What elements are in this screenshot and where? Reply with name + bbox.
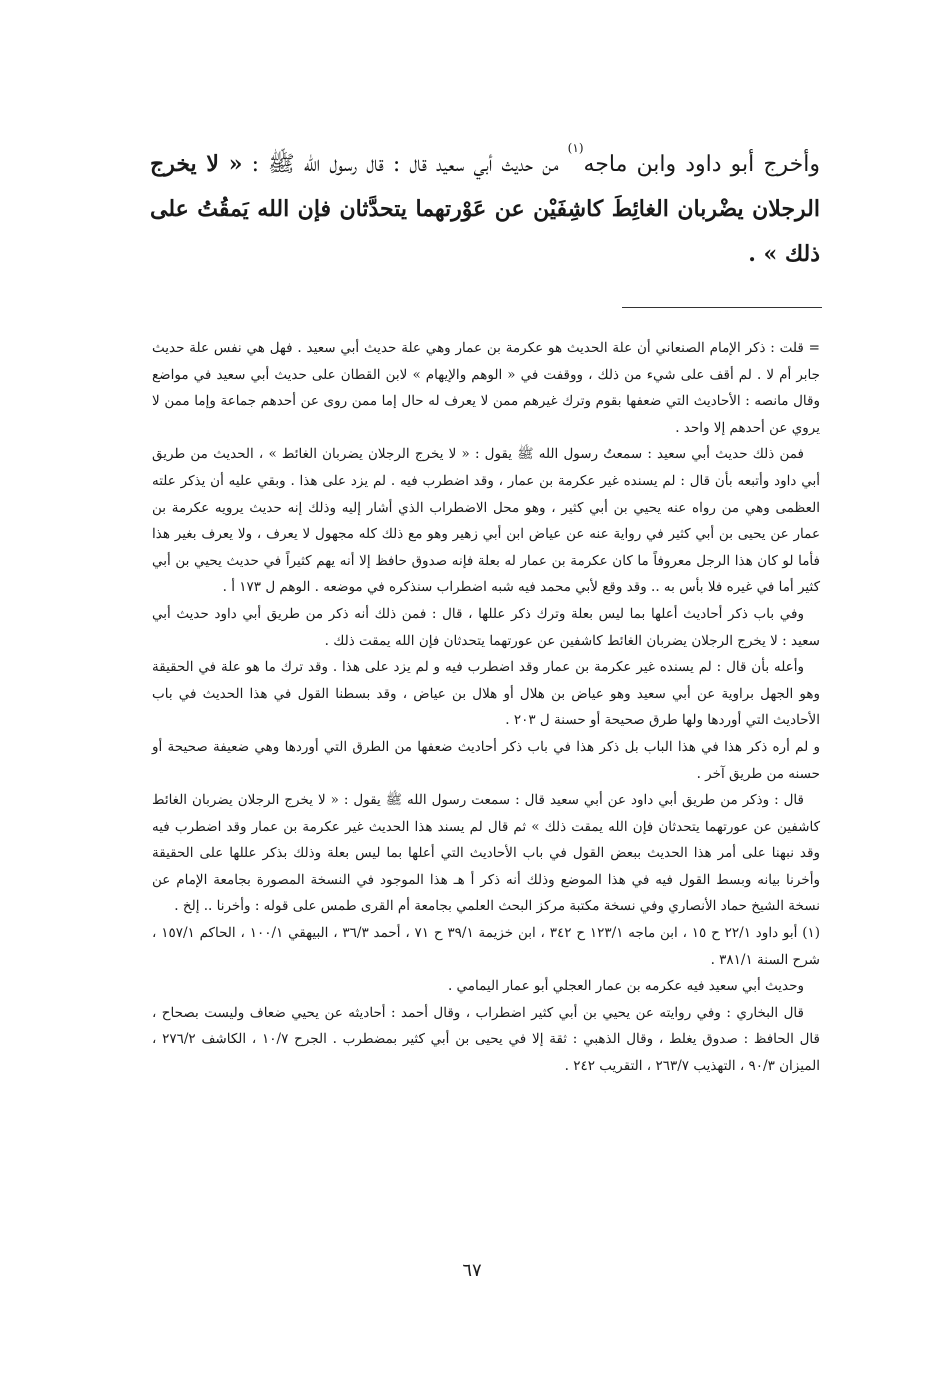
main-line-start: وأخرج أبو داود وابن ماجه bbox=[583, 152, 821, 177]
footnote-paragraph: = قلت : ذكر الإمام الصنعاني أن علة الحديث هو عكرمة بن عمار وهي علة حديث أبي سعيد . فهل هي نفس علة حديث جابر أم لا . لم أقف على شيء من ذلك ، ووقفت في « الوهم والإيهام » لابن القطان على حديث أبي سعيد في مواضع وقال مانصه : الأحاديث التي ضعفها بقوم وترك غيرهم ممن لا يعرف له حال إما ممن روى عن أحدهم جماعة وإما ممن لا يروي عن أحدهم إلا واحد . bbox=[152, 340, 820, 436]
footnote-reference: (١) bbox=[567, 141, 584, 155]
footnote-paragraph: وفي باب ذكر أحاديث أعلها بما ليس بعلة وترك ذكر عللها ، قال : فمن ذلك أنه ذكر من طريق أبي داود حديث أبي سعيد : لا يخرج الرجلان يضربان الغائط كاشفين عن عورتهما يتحدثان فإن الله يمقت ذلك . bbox=[152, 605, 820, 649]
footnote-paragraph: و لم أره ذكر هذا في هذا الباب بل ذكر هذا في باب ذكر أحاديث ضعفها من الطرق التي أوردها وهي ضعيفة صحيحة أو حسنه من طريق آخر . bbox=[152, 738, 820, 782]
main-line-continuation: من حديث أبي سعيد قال : قال رسول الله ﷺ : bbox=[242, 152, 559, 177]
footnotes bbox=[152, 335, 820, 1080]
main-paragraph bbox=[150, 142, 820, 277]
page-number: ٦٧ bbox=[462, 1260, 482, 1281]
footnote-paragraph: قال : وذكر من طريق أبي داود عن أبي سعيد قال : سمعت رسول الله ﷺ يقول : « لا يخرج الرجلان يضربان الغائط كاشفين عن عورتهما يتحدثان فإن الله يمقت ذلك » ثم قال لم يسند هذا الحديث غير عكرمة بن عمار وقد اضطرب فيه وقد نبهنا على أمر هذا الحديث ببعض القول في باب الأحاديث التي أعلها بما ليس بعلة وذلك بذكر عللها على الحقيقة وأخرنا بيانه وبسط القول فيه في هذا الموضع وذلك أنه ذكر أ هـ هذا الموجود في النسخة المصورة بجامعة الإمام عن نسخة الشيخ حماد الأنصاري وفي نسخة مكتبة مركز البحث العلمي بجامعة أم القرى طمس على قوله : وأخرنا .. إلخ . bbox=[152, 792, 820, 915]
hadith-text: « لا يخرج الرجلان يضْربان الغائِطَ كاشِفَيْن عن عَوْرتهما يتحدَّثان فإن الله يَمقُتُ على ذلك » . bbox=[150, 151, 820, 267]
footnote-paragraph: فمن ذلك حديث أبي سعيد : سمعتُ رسول الله ﷺ يقول : « لا يخرج الرجلان يضربان الغائط » ، الحديث من طريق أبي داود وأتبعه بأن قال : لم يسنده غير عكرمة بن عمار ، وقد اضطرب فيه . لم يزد على هذا . وبقي عليه أن يذكر علته العظمى وهي من رواه عنه يحيي بن أبي كثير ، وهو محل الاضطراب الذي أشار إليه وذلك إنه حديث يرويه عكرمة بن عمار عن يحيى بن أبي كثير في رواية عنه عن عياض ابن أبي زهير وهو مع ذلك كله مجهول لا يعرف ، ولا يعرف بغير هذا فأما لو كان هذا الرجل معروفاً ما كان عكرمة بن عمار له بعلة فإنه صدوق حافظ إلا أنه يهم كثيراً في حديث يحيي بن أبي كثير أما في غيره فلا بأس به .. وقد وقع لأبي محمد فيه شبه اضطراب سنذكره في موضعه . الوهم ل ١٧٣ أ . bbox=[152, 446, 820, 596]
footnote-paragraph: وأعله بأن قال : لم يسنده غير عكرمة بن عمار وقد اضطرب فيه و لم يزد على هذا . وقد ترك ما هو علة في الحقيقة وهو الجهل براوية عن أبي سعيد وهو عياض بن هلال أو هلال بن عياض ، وقد بسطنا القول في هذا الحديث في باب الأحاديث التي أوردها ولها طرق صحيحة أو حسنة ل ٢٠٣ . bbox=[152, 659, 820, 729]
footnote-paragraph: (١) أبو داود ٢٢/١ ح ١٥ ، ابن ماجه ١٢٣/١ ح ٣٤٢ ، ابن خزيمة ٣٩/١ ح ٧١ ، أحمد ٣٦/٣ ، البيهقي ١٠٠/١ ، الحاكم ١٥٧/١ ، شرح السنة ٣٨١/١ . bbox=[152, 925, 821, 968]
footnote-divider bbox=[622, 307, 822, 308]
main-text bbox=[150, 142, 820, 277]
footnote-paragraph: قال البخاري : وفي روايته عن يحيي بن أبي كثير اضطراب ، وقال أحمد : أحاديثه عن يحيي ضعاف وليست بصحاح ، قال الحافظ : صدوق يغلط ، وقال الذهبي : ثقة إلا في يحيى بن أبي كثير بمضطرب . الجرح ١٠/٧ ، الكاشف ٢٧٦/٢ ، الميزان ٩٠/٣ ، التهذيب ٢٦٣/٧ ، التقريب ٢٤٢ . bbox=[152, 1004, 820, 1075]
footnote-paragraph: وحديث أبي سعيد فيه عكرمه بن عمار العجلي أبو عمار اليمامي . bbox=[447, 978, 804, 995]
